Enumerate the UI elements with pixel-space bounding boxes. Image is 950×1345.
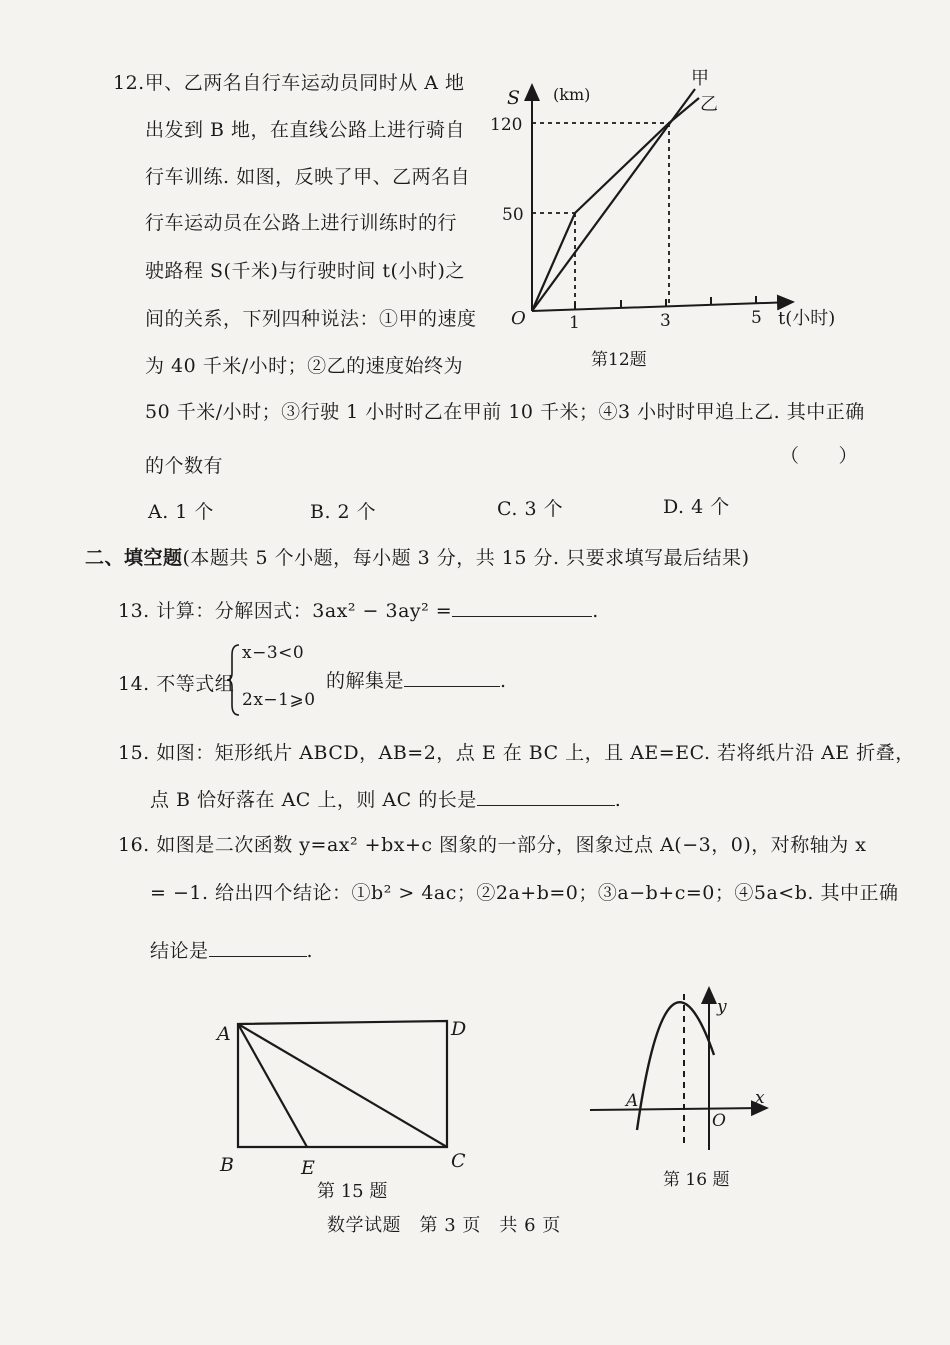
q14-end: . [500, 670, 507, 692]
fig15-caption: 第 15 题 [317, 1181, 388, 1202]
q12-line-8: 50 千米/小时；③行驶 1 小时时乙在甲前 10 千米；④3 小时时甲追上乙. 其中正确 [145, 401, 865, 423]
q16-line-3-wrap [150, 936, 313, 963]
q14-answer-blank[interactable] [404, 668, 500, 687]
q15-line-2: 点 B 恰好落在 AC 上，则 AC 的长是 [150, 789, 477, 811]
page-footer: 数学试题 第 3 页 共 6 页 [327, 1215, 561, 1236]
q13-text: 13. 计算：分解因式：3ax² − 3ay² = [118, 600, 453, 622]
q12-answer-paren: （ ） [780, 445, 859, 467]
fig15-label-c: C [451, 1150, 466, 1172]
q14-prefix: 14. 不等式组 [118, 673, 235, 695]
q12-line-2: 出发到 B 地，在直线公路上进行骑自 [145, 119, 466, 141]
fig15-label-b: B [220, 1154, 234, 1176]
s-axis-label: S [507, 87, 521, 109]
fig16-label-y: y [717, 997, 727, 1017]
q14-suffix: 的解集是 [326, 670, 405, 692]
fig16-label-a: A [626, 1091, 639, 1111]
q13-end: . [592, 600, 599, 622]
q15-end: . [614, 789, 622, 811]
q13 [118, 596, 599, 623]
q16-end: . [306, 940, 314, 962]
q15-answer-blank[interactable] [477, 787, 615, 806]
fig15-label-a: A [217, 1023, 231, 1045]
q14-inequality-1: x−3<0 [242, 643, 305, 663]
unit-label: (km) [553, 85, 591, 104]
fig15-label-e: E [301, 1157, 315, 1179]
section-2-title: 二、填空题 [85, 547, 183, 569]
segment-ac [238, 1024, 447, 1147]
fig16-caption: 第 16 题 [663, 1170, 730, 1190]
q14-inequality-2: 2x−1⩾0 [242, 690, 316, 710]
x-tick-1: 1 [569, 313, 580, 333]
section-2-heading [85, 543, 750, 570]
q12-line-4: 行车运动员在公路上进行训练时的行 [145, 212, 458, 234]
parabola-curve [637, 1002, 714, 1130]
q12-caption: 第12题 [591, 350, 647, 370]
q14-suffix-wrap [326, 666, 507, 693]
q14-brace [226, 643, 242, 717]
q12-option-b: B. 2 个 [310, 501, 377, 523]
fig16-parabola-diagram [585, 980, 775, 1195]
q16-line-1: 16. 如图是二次函数 y=ax² +bx+c 图象的一部分，图象过点 A(−3，0)，对称轴为 x [118, 834, 867, 856]
q15-line-1: 15. 如图：矩形纸片 ABCD，AB=2，点 E 在 BC 上，且 AE=EC. 若将纸片沿 AE 折叠， [118, 742, 915, 764]
fig15-rectangle-diagram [205, 1010, 485, 1205]
label-yi: 乙 [700, 94, 718, 115]
x-tick-5: 5 [751, 308, 762, 328]
q12-line-6: 间的关系，下列四种说法：①甲的速度 [145, 308, 477, 330]
q13-answer-blank[interactable] [452, 598, 592, 617]
fig15-label-d: D [451, 1018, 467, 1040]
x-tick-3: 3 [660, 311, 671, 331]
section-2-note: (本题共 5 个小题，每小题 3 分，共 15 分. 只要求填写最后结果) [182, 547, 750, 569]
q12-line-7: 为 40 千米/小时；②乙的速度始终为 [145, 355, 464, 377]
origin-label: O [511, 308, 526, 329]
q12-line-9: 的个数有 [145, 455, 224, 477]
label-jia: 甲 [691, 68, 709, 89]
t-axis-label: t(小时) [778, 308, 836, 329]
q12-distance-time-graph [485, 60, 836, 380]
q12-line-5: 驶路程 S(千米)与行驶时间 t(小时)之 [145, 260, 465, 282]
q12-line-3: 行车训练. 如图，反映了甲、乙两名自 [145, 166, 471, 188]
q16-answer-blank[interactable] [209, 938, 307, 957]
fig16-label-o: O [712, 1111, 726, 1131]
q12-option-c: C. 3 个 [497, 498, 564, 520]
segment-ae [238, 1024, 307, 1147]
y-tick-50: 50 [502, 205, 524, 225]
fig16-x-axis [590, 1108, 767, 1110]
q16-line-3: 结论是 [150, 940, 209, 962]
fig16-label-x: x [755, 1088, 765, 1108]
q12-option-a: A. 1 个 [148, 501, 214, 523]
q15-line-2-wrap [150, 785, 621, 812]
q12-option-d: D. 4 个 [663, 496, 730, 518]
q16-line-2: = −1. 给出四个结论：①b² > 4ac；②2a+b=0；③a−b+c=0；④5a<b. 其中正确 [150, 882, 899, 904]
y-tick-120: 120 [490, 115, 523, 135]
q12-line-1: 12.甲、乙两名自行车运动员同时从 A 地 [113, 72, 465, 94]
